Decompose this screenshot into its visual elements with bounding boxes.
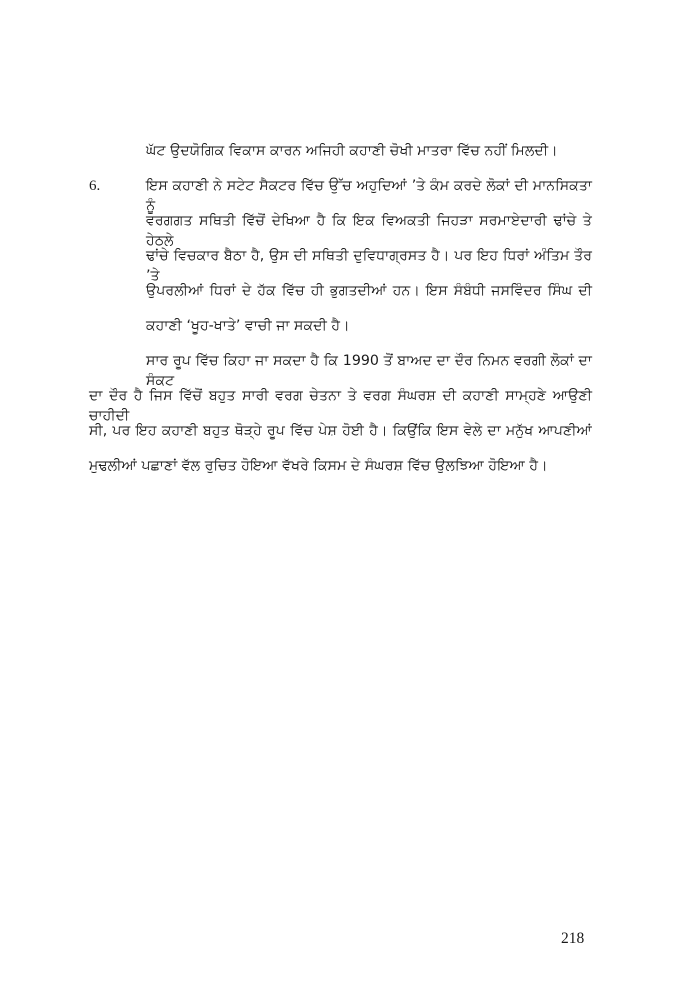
point-6-line-1: ਇਸ ਕਹਾਣੀ ਨੇ ਸਟੇਟ ਸੈਕਟਰ ਵਿੱਚ ਉੱਚ ਅਹੁਦਿਆਂ ’ਤੇ ਕੰਮ ਕਰਦੇ ਲੋਕਾਂ ਦੀ ਮਾਨਸਿਕਤਾ ਨੂੰ bbox=[146, 178, 592, 214]
point-6-line-4: ਉਪਰਲੀਆਂ ਧਿਰਾਂ ਦੇ ਹੱਕ ਵਿੱਚ ਹੀ ਭੁਗਤਦੀਆਂ ਹਨ। ਇਸ ਸੰਬੰਧੀ ਜਸਵਿੰਦਰ ਸਿੰਘ ਦੀ bbox=[146, 283, 592, 299]
summary-line-1: ਸਾਰ ਰੂਪ ਵਿੱਚ ਕਿਹਾ ਜਾ ਸਕਦਾ ਹੈ ਕਿ 1990 ਤੋਂ ਬਾਅਦ ਦਾ ਦੌਰ ਨਿਮਨ ਵਰਗੀ ਲੋਕਾਂ ਦਾ ਸੰਕਟ bbox=[146, 353, 592, 389]
summary-line-3: ਸੀ, ਪਰ ਇਹ ਕਹਾਣੀ ਬਹੁਤ ਥੋੜ੍ਹੇ ਰੂਪ ਵਿੱਚ ਪੇਸ਼ ਹੋਈ ਹੈ। ਕਿਉਂਕਿ ਇਸ ਵੇਲੇ ਦਾ ਮਨੁੱਖ ਆਪਣੀਆਂ bbox=[89, 423, 592, 439]
page-number: 218 bbox=[561, 930, 585, 947]
paragraph-continuation-line-1: ਘੱਟ ਉਦਯੋਗਿਕ ਵਿਕਾਸ ਕਾਰਨ ਅਜਿਹੀ ਕਹਾਣੀ ਚੋਖੀ ਮਾਤਰਾ ਵਿੱਚ ਨਹੀਂ ਮਿਲਦੀ। bbox=[146, 143, 558, 159]
summary-line-4: ਮੁਢਲੀਆਂ ਪਛਾਣਾਂ ਵੱਲ ਰੁਚਿਤ ਹੋਇਆ ਵੱਖਰੇ ਕਿਸਮ ਦੇ ਸੰਘਰਸ਼ ਵਿੱਚ ਉਲਝਿਆ ਹੋਇਆ ਹੈ। bbox=[89, 458, 548, 474]
summary-line-2: ਦਾ ਦੌਰ ਹੈ ਜਿਸ ਵਿੱਚੋਂ ਬਹੁਤ ਸਾਰੀ ਵਰਗ ਚੇਤਨਾ ਤੇ ਵਰਗ ਸੰਘਰਸ਼ ਦੀ ਕਹਾਣੀ ਸਾਮ੍ਹਣੇ ਆਉਣੀ ਚਾਹੀਦੀ bbox=[89, 388, 592, 424]
list-number-6: 6. bbox=[89, 178, 101, 194]
point-6-line-3: ਢਾਂਚੇ ਵਿਚਕਾਰ ਬੈਠਾ ਹੈ, ਉਸ ਦੀ ਸਥਿਤੀ ਦੁਵਿਧਾਗ੍ਰਸਤ ਹੈ। ਪਰ ਇਹ ਧਿਰਾਂ ਅੰਤਿਮ ਤੌਰ ’ਤੇ bbox=[146, 248, 592, 284]
point-6-line-5: ਕਹਾਣੀ ‘ਖੂਹ-ਖਾਤੇ’ ਵਾਚੀ ਜਾ ਸਕਦੀ ਹੈ। bbox=[146, 318, 350, 334]
point-6-line-2: ਵਰਗਗਤ ਸਥਿਤੀ ਵਿੱਚੋਂ ਦੇਖਿਆ ਹੈ ਕਿ ਇਕ ਵਿਅਕਤੀ ਜਿਹੜਾ ਸਰਮਾਏਦਾਰੀ ਢਾਂਚੇ ਤੇ ਹੇਠਲੇ bbox=[146, 213, 592, 249]
